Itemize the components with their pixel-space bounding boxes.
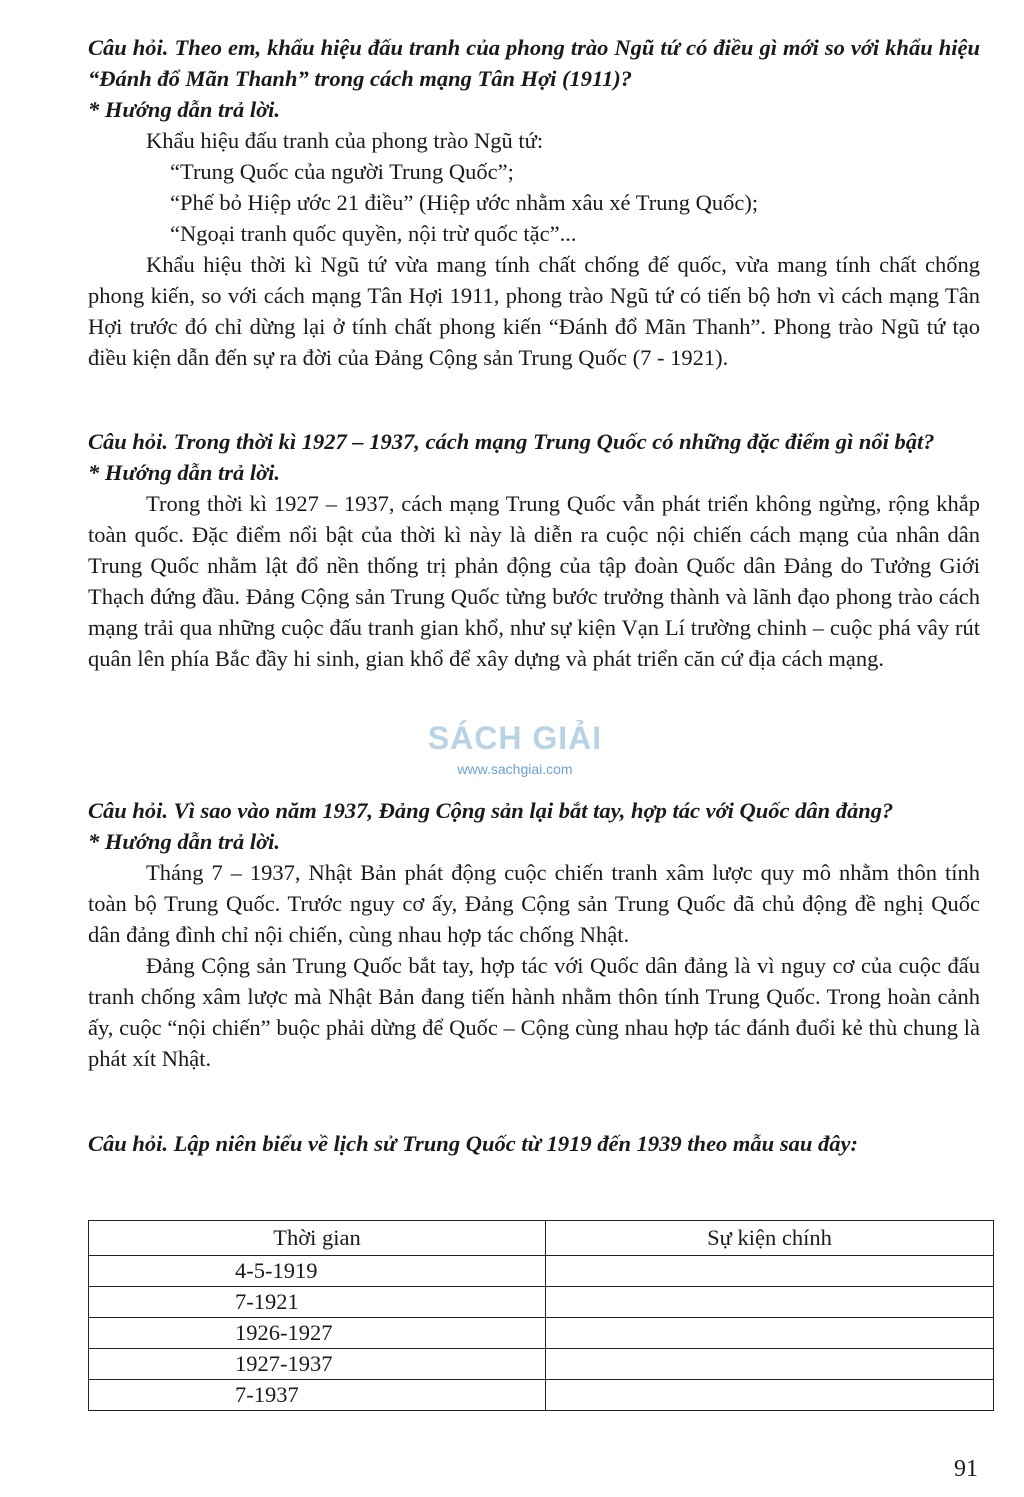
event-cell xyxy=(546,1318,994,1349)
column-header-event: Sự kiện chính xyxy=(546,1221,994,1256)
question-3-answer-paragraph: Tháng 7 – 1937, Nhật Bản phát động cuộc chiến tranh xâm lược quy mô nhằm thôn tính toàn bộ Trung Quốc. Trước nguy cơ ấy, Đảng Cộng sản Trung Quốc đã chủ động đề nghị Quốc dân đảng đình chỉ nội chiến, cùng nhau hợp tác chống Nhật. xyxy=(88,860,980,947)
question-2-answer: Trong thời kì 1927 – 1937, cách mạng Trung Quốc vẫn phát triển không ngừng, rộng khắp toàn quốc. Đặc điểm nổi bật của thời kì này là diễn ra cuộc nội chiến cách mạng của nhân dân Trung Quốc nhằm lật đổ nền thống trị phản động của tập đoàn Quốc dân Đảng do Tưởng Giới Thạch đứng đầu. Đảng Cộng sản Trung Quốc từng bước trưởng thành và lãnh đạo phong trào cách mạng trải qua những cuộc đấu tranh gian khổ, như sự kiện Vạn Lí trường chinh – cuộc phá vây rút quân lên phía Bắc đầy hi sinh, gian khổ để xây dựng và phát triển căn cứ địa cách mạng. xyxy=(88,491,980,671)
watermark-url: www.sachgiai.com xyxy=(457,761,573,777)
question-3-answer-paragraph: Đảng Cộng sản Trung Quốc bắt tay, hợp tác với Quốc dân đảng là vì nguy cơ của cuộc đấu tranh chống xâm lược mà Nhật Bản đang tiến hành nhằm thôn tính Trung Quốc. Trong hoàn cảnh ấy, cuộc “nội chiến” buộc phải dừng để Quốc – Cộng cùng nhau hợp tác đánh đuổi kẻ thù chung là phát xít Nhật. xyxy=(88,953,980,1071)
event-cell xyxy=(546,1349,994,1380)
slogan-quote: “Phế bỏ Hiệp ước 21 điều” (Hiệp ước nhằm xâu xé Trung Quốc); xyxy=(170,190,759,215)
table-header-row xyxy=(89,1221,994,1256)
page-number: 91 xyxy=(954,1456,978,1482)
event-cell xyxy=(546,1380,994,1411)
slogan-quote: “Trung Quốc của người Trung Quốc”; xyxy=(170,159,514,184)
time-cell: 1927-1937 xyxy=(89,1349,546,1380)
watermark-logo: SÁCH GIẢI xyxy=(427,720,603,756)
question-3-text: Câu hỏi. Vì sao vào năm 1937, Đảng Cộng sản lại bắt tay, hợp tác với Quốc dân đảng? xyxy=(88,798,894,823)
time-cell: 4-5-1919 xyxy=(89,1256,546,1287)
time-cell: 7-1937 xyxy=(89,1380,546,1411)
column-header-time: Thời gian xyxy=(89,1221,546,1256)
watermark xyxy=(410,720,620,777)
question-2-text: Câu hỏi. Trong thời kì 1927 – 1937, cách mạng Trung Quốc có những đặc điểm gì nổi bật? xyxy=(88,429,935,454)
question-1-text: Câu hỏi. Theo em, khẩu hiệu đấu tranh của phong trào Ngũ tứ có điều gì mới so với khẩu hiệu “Đánh đổ Mãn Thanh” trong cách mạng Tân Hợi (1911)? xyxy=(88,35,980,91)
question-2-guide-heading: * Hướng dẫn trả lời. xyxy=(88,460,281,485)
question-4-section xyxy=(88,1128,980,1159)
question-1-section xyxy=(88,32,980,373)
table-row xyxy=(89,1287,994,1318)
event-cell xyxy=(546,1256,994,1287)
event-cell xyxy=(546,1287,994,1318)
table-row xyxy=(89,1256,994,1287)
table-row xyxy=(89,1380,994,1411)
time-cell: 1926-1927 xyxy=(89,1318,546,1349)
time-cell: 7-1921 xyxy=(89,1287,546,1318)
question-1-answer: Khẩu hiệu thời kì Ngũ tứ vừa mang tính chất chống đế quốc, vừa mang tính chất chống phong kiến, so với cách mạng Tân Hợi 1911, phong trào Ngũ tứ có tiến bộ hơn vì cách mạng Tân Hợi trước đó chỉ dừng lại ở tính chất phong kiến “Đánh đổ Mãn Thanh”. Phong trào Ngũ tứ tạo điều kiện dẫn đến sự ra đời của Đảng Cộng sản Trung Quốc (7 - 1921). xyxy=(88,252,980,370)
table-row xyxy=(89,1349,994,1380)
question-1-guide-heading: * Hướng dẫn trả lời. xyxy=(88,97,281,122)
question-3-section xyxy=(88,795,980,1074)
question-3-guide-heading: * Hướng dẫn trả lời. xyxy=(88,829,281,854)
question-4-text: Câu hỏi. Lập niên biểu về lịch sử Trung Quốc từ 1919 đến 1939 theo mẫu sau đây: xyxy=(88,1131,858,1156)
question-1-intro: Khẩu hiệu đấu tranh của phong trào Ngũ tứ: xyxy=(146,128,544,153)
table-row xyxy=(89,1318,994,1349)
timeline-table xyxy=(88,1220,994,1411)
question-2-section xyxy=(88,426,980,674)
slogan-quote: “Ngoại tranh quốc quyền, nội trừ quốc tặc”... xyxy=(170,221,577,246)
